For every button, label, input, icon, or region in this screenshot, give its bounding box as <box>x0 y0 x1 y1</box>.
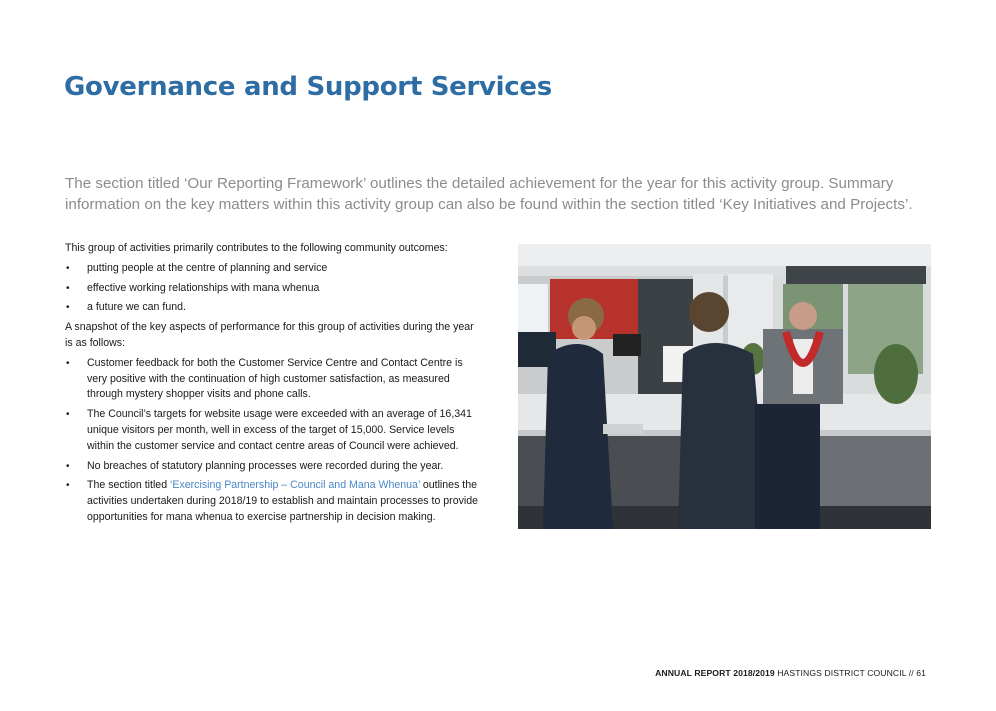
customer-service-photo <box>518 244 931 529</box>
page-footer <box>655 668 926 678</box>
snapshot-list <box>65 356 480 526</box>
page-title: Governance and Support Services <box>64 72 552 102</box>
outcomes-list <box>65 261 480 316</box>
section-link[interactable]: ‘Exercising Partnership – Council and Mana Whenua’ <box>170 479 420 492</box>
photo-illustration <box>518 244 931 529</box>
list-item: • effective working relationships with mana whenua <box>65 281 480 297</box>
list-item: • a future we can fund. <box>65 300 480 316</box>
bullet-icon: • <box>66 409 70 421</box>
outcomes-intro: This group of activities primarily contributes to the following community outcomes: <box>65 242 448 254</box>
bullet-icon: • <box>66 262 70 274</box>
list-item: • The section titled ‘Exercising Partnership – Council and Mana Whenua’ outlines the activities undertaken during 2018/19 to establish and maintain processes to provide opportunities for mana whenua to exercise partnership in decision making. <box>66 479 479 523</box>
body-column <box>65 241 480 530</box>
footer-council-label: HASTINGS DISTRICT COUNCIL <box>774 668 907 678</box>
bullet-icon: • <box>66 480 70 492</box>
bullet-icon: • <box>66 282 70 294</box>
intro-paragraph: The section titled ‘Our Reporting Framework’ outlines the detailed achievement for the year for this activity group. Summary information on the key matters within this activity group can also be found within the section titled ‘Key Initiatives and Projects’. <box>65 175 913 213</box>
list-item: • Customer feedback for both the Customer Service Centre and Contact Centre is very positive with the continuation of high customer satisfaction, as measured through mystery shopper visits and phone calls. <box>66 356 463 401</box>
list-item: • No breaches of statutory planning processes were recorded during the year. <box>65 459 480 475</box>
footer-report-label: ANNUAL REPORT 2018/2019 <box>655 668 775 678</box>
bullet-icon: • <box>66 460 70 472</box>
list-item: • The Council’s targets for website usage were exceeded with an average of 16,341 unique visitors per month, well in excess of the target of 15,000. Service levels within the customer service and contact centre areas of Council were achieved. <box>66 408 472 452</box>
bullet-icon: • <box>66 302 70 314</box>
page-number: // 61 <box>906 668 926 678</box>
snapshot-intro: A snapshot of the key aspects of performance for this group of activities during the year is as follows: <box>65 321 474 349</box>
bullet-icon: • <box>66 357 70 369</box>
list-item: • putting people at the centre of planning and service <box>65 261 480 277</box>
